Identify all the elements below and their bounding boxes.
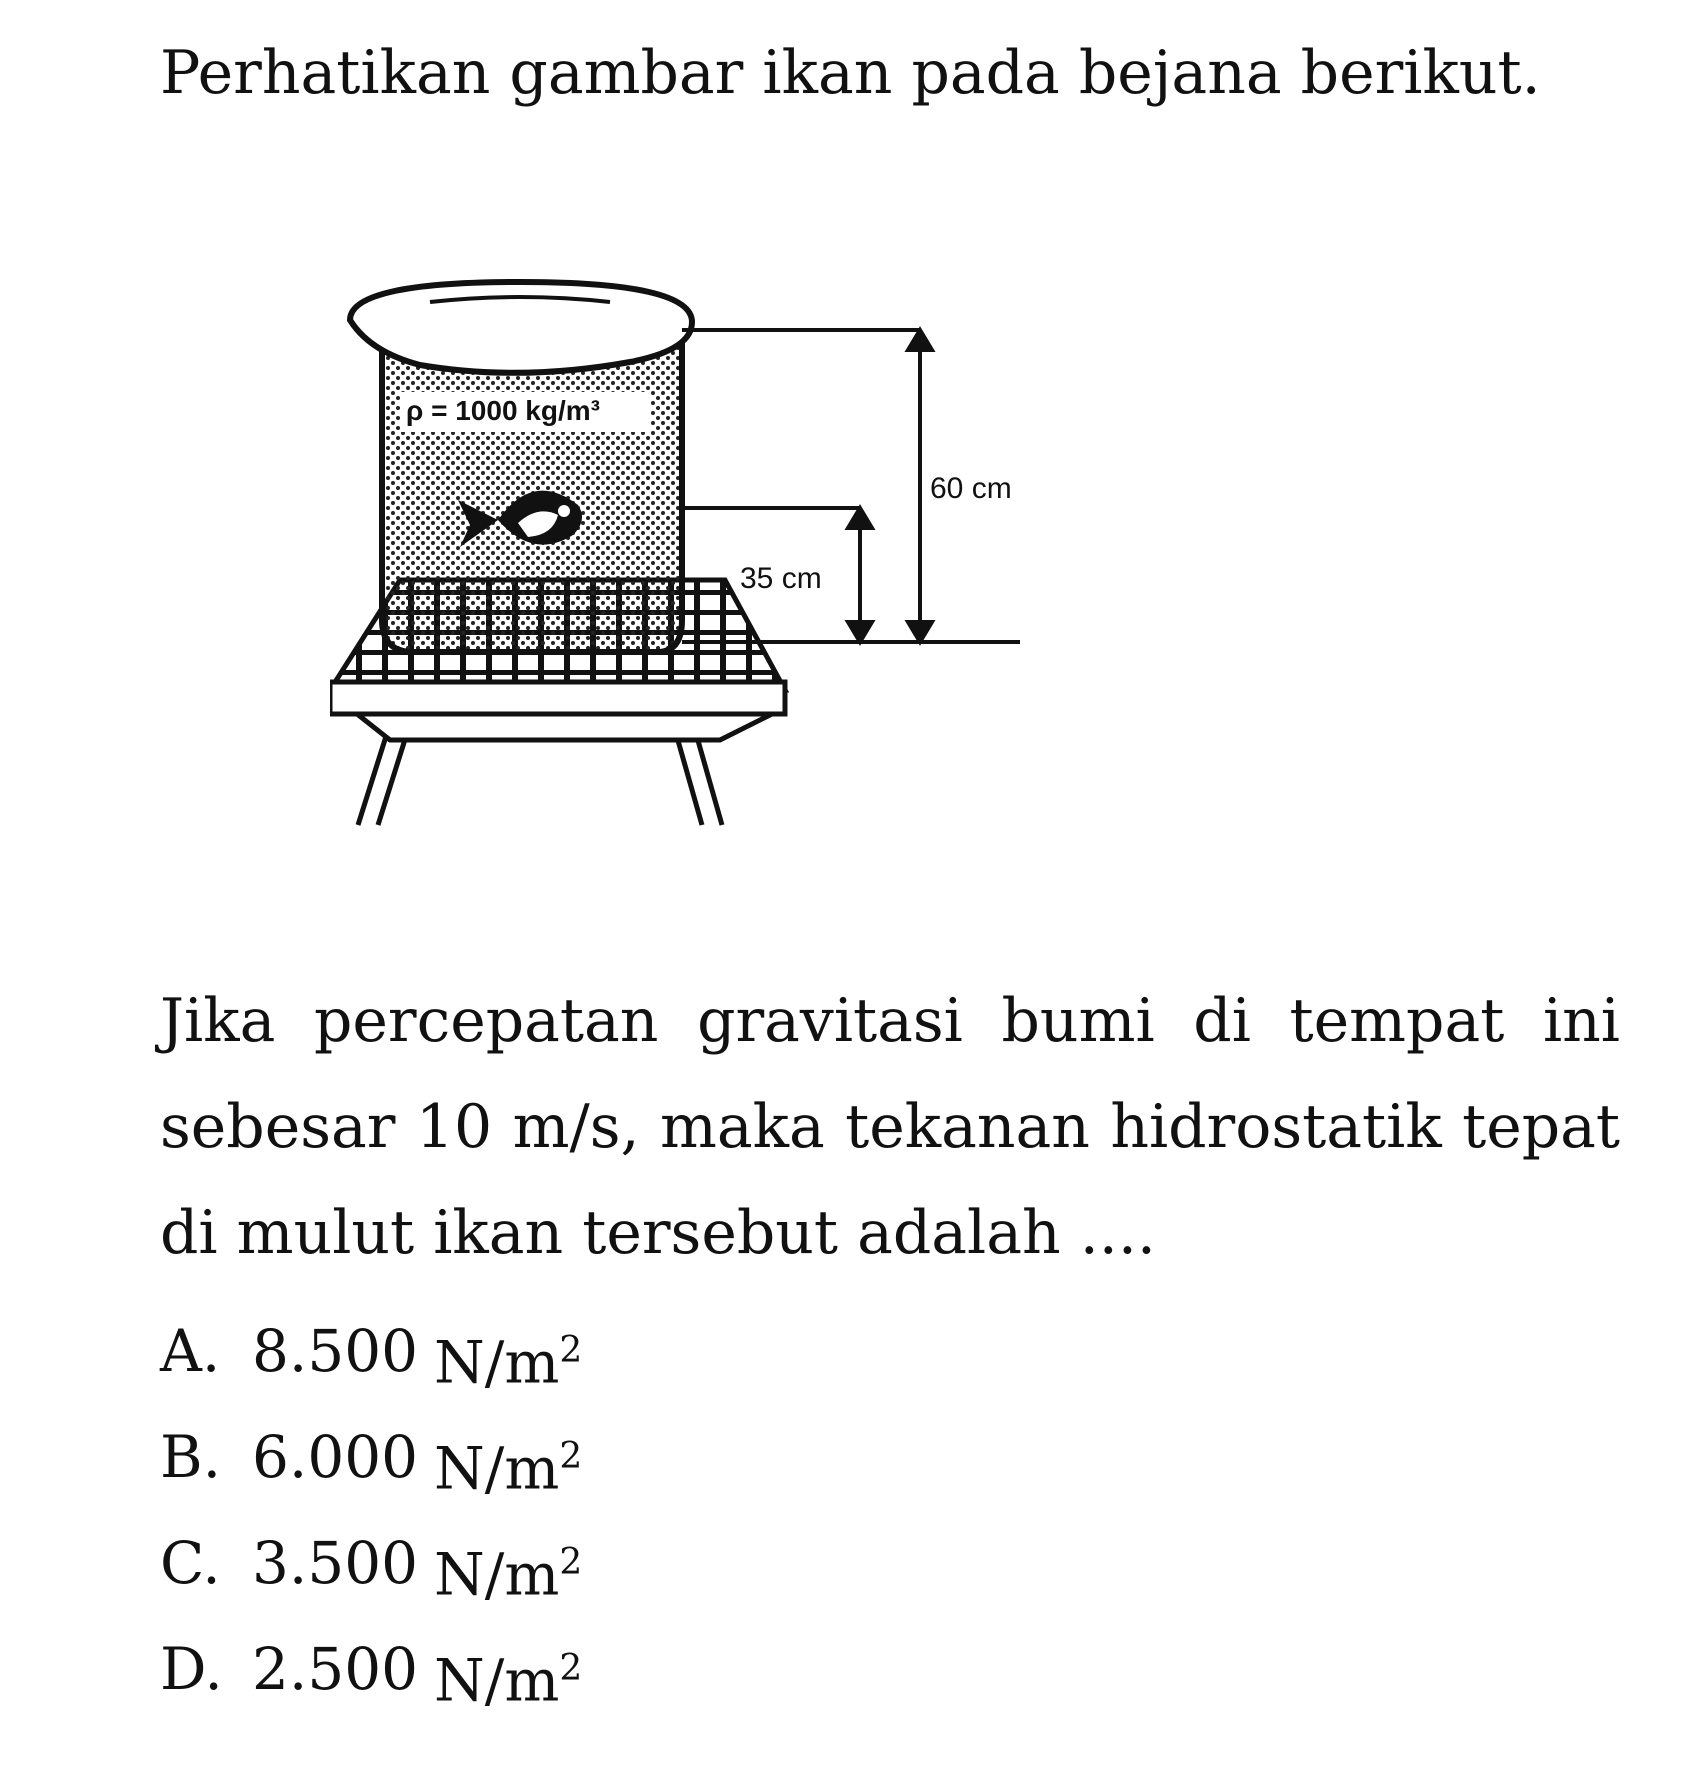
option-letter: B.: [160, 1423, 222, 1491]
option-unit: N/m: [434, 1328, 560, 1397]
option-exponent: 2: [559, 1330, 583, 1371]
answer-options: [160, 1298, 582, 1722]
option-c[interactable]: [160, 1510, 582, 1616]
option-value: 2.500: [252, 1635, 419, 1703]
height-fish-label: 35 cm: [740, 562, 822, 595]
table-top: [330, 682, 785, 714]
option-letter: D.: [160, 1635, 223, 1703]
option-b[interactable]: [160, 1404, 582, 1510]
option-unit: N/m: [434, 1646, 560, 1715]
beaker-figure: [330, 270, 1190, 960]
option-value: 3.500: [252, 1529, 419, 1597]
option-exponent: 2: [559, 1542, 583, 1583]
beaker-body: [382, 330, 682, 652]
density-label: ρ = 1000 kg/m³: [406, 395, 600, 426]
table-legs: [358, 730, 722, 825]
question-body: Jika percepatan gravitasi bumi di tempat ini sebesar 10 m/s, maka tekanan hidrostatik tepat di mulut ikan tersebut adalah ....: [160, 986, 1620, 1268]
option-value: 8.500: [252, 1317, 419, 1385]
height-total-label: 60 cm: [930, 472, 1012, 505]
option-d[interactable]: [160, 1616, 582, 1722]
question-intro: Perhatikan gambar ikan pada bejana berikut.: [160, 38, 1541, 108]
option-unit: N/m: [434, 1434, 560, 1503]
option-letter: C.: [160, 1529, 221, 1597]
option-letter: A.: [160, 1317, 221, 1385]
option-exponent: 2: [559, 1436, 583, 1477]
option-a[interactable]: [160, 1298, 582, 1404]
option-unit: N/m: [434, 1540, 560, 1609]
option-value: 6.000: [252, 1423, 419, 1491]
option-exponent: 2: [559, 1648, 583, 1689]
